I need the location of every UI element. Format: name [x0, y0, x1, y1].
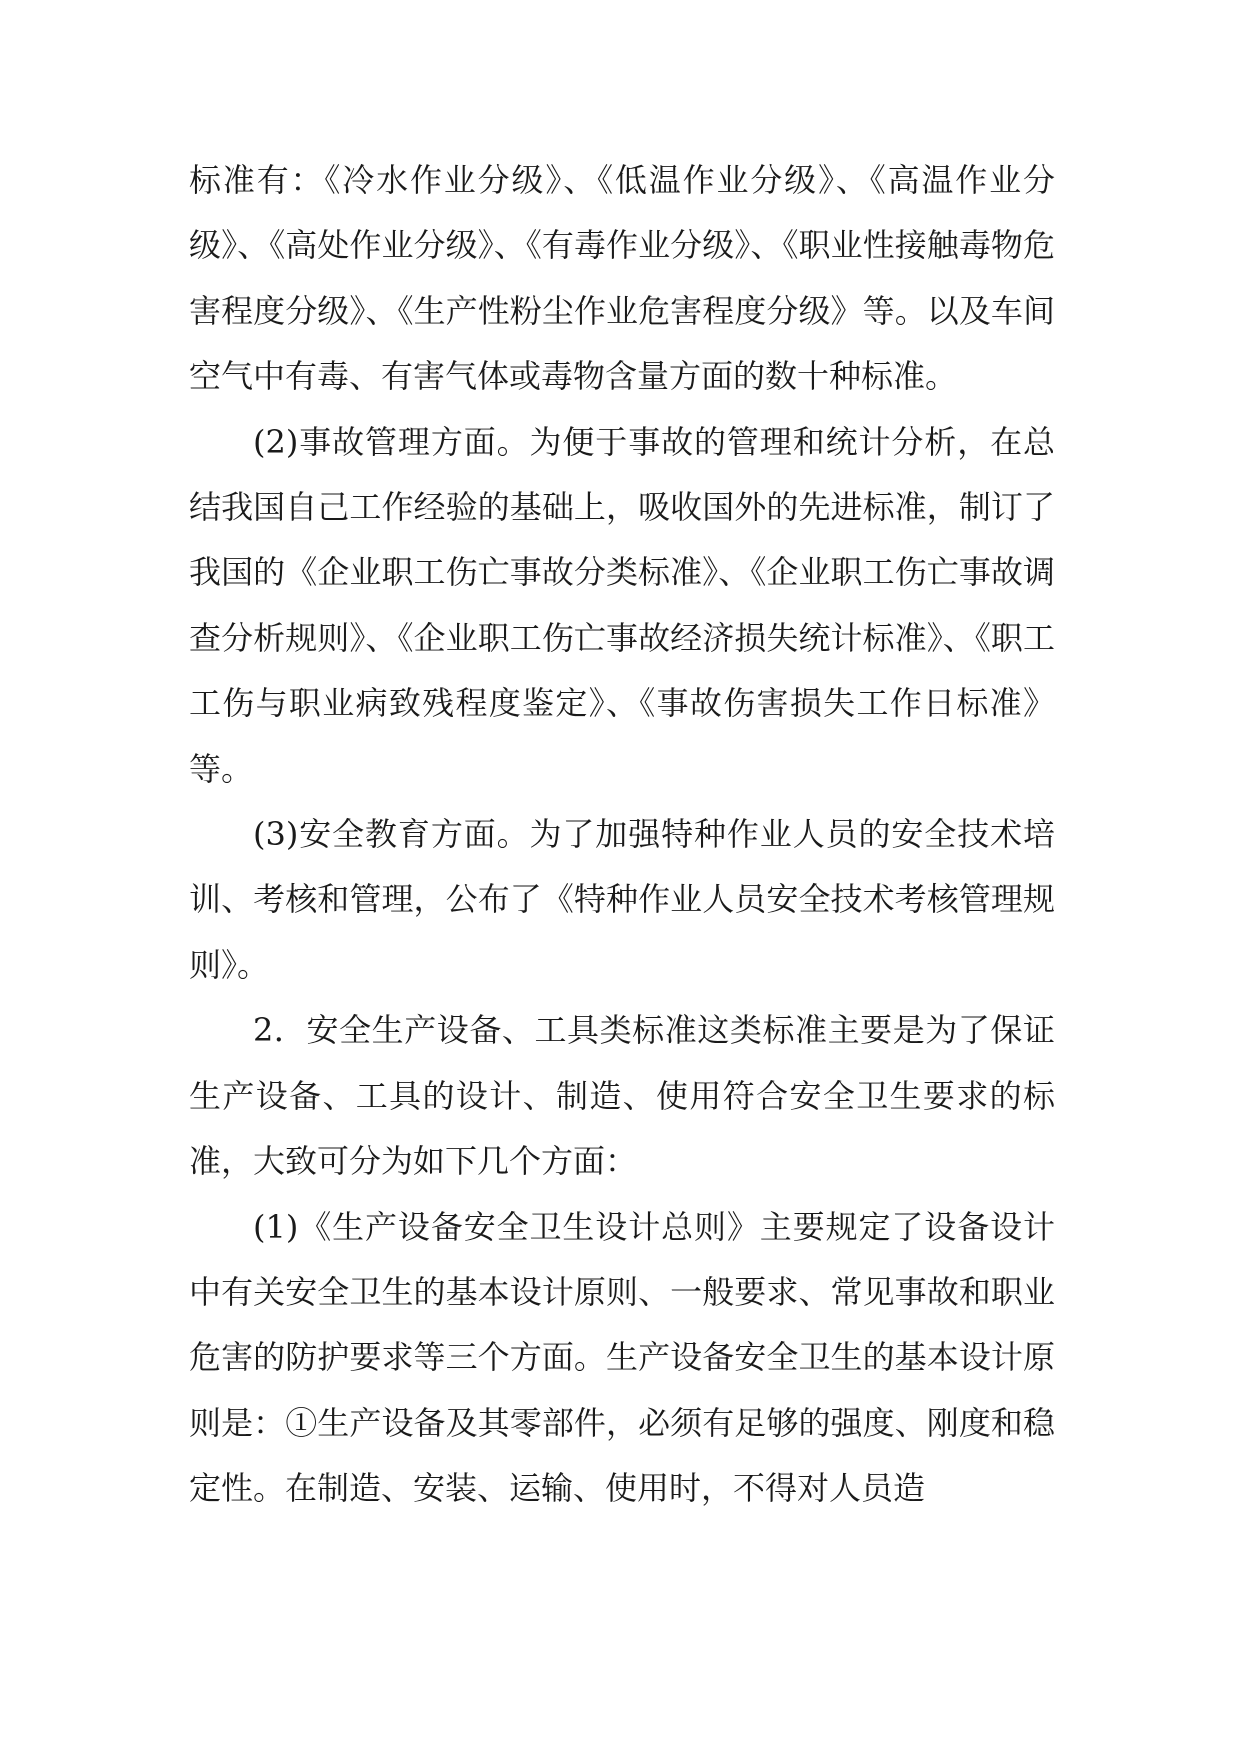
- paragraph-continuation: 标准有：《冷水作业分级》、《低温作业分级》、《高温作业分级》、《高处作业分级》、《有毒作业分级》、《职业性接触毒物危害程度分级》、《生产性粉尘作业危害程度分级》等。以及车间空气中有毒、有害气体或毒物含量方面的数十种标准。: [189, 161, 1055, 396]
- paragraph-equipment-standards: 2．安全生产设备、工具类标准这类标准主要是为了保证生产设备、工具的设计、制造、使用符合安全卫生要求的标准，大致可分为如下几个方面：: [189, 1011, 1055, 1181]
- body-text: [189, 148, 1055, 1522]
- paragraph-safety-education: (3)安全教育方面。为了加强特种作业人员的安全技术培训、考核和管理，公布了《特种作业人员安全技术考核管理规则》。: [189, 815, 1055, 984]
- paragraph-design-principles: (1)《生产设备安全卫生设计总则》主要规定了设备设计中有关安全卫生的基本设计原则、一般要求、常见事故和职业危害的防护要求等三个方面。生产设备安全卫生的基本设计原则是：①生产设备及其零部件，必须有足够的强度、刚度和稳定性。在制造、安装、运输、使用时，不得对人员造: [189, 1207, 1055, 1508]
- paragraph-accident-management: (2)事故管理方面。为便于事故的管理和统计分析，在总结我国自己工作经验的基础上，吸收国外的先进标准，制订了我国的《企业职工伤亡事故分类标准》、《企业职工伤亡事故调查分析规则》、《企业职工伤亡事故经济损失统计标准》、《职工工伤与职业病致残程度鉴定》、《事故伤害损失工作日标准》等。: [189, 422, 1055, 788]
